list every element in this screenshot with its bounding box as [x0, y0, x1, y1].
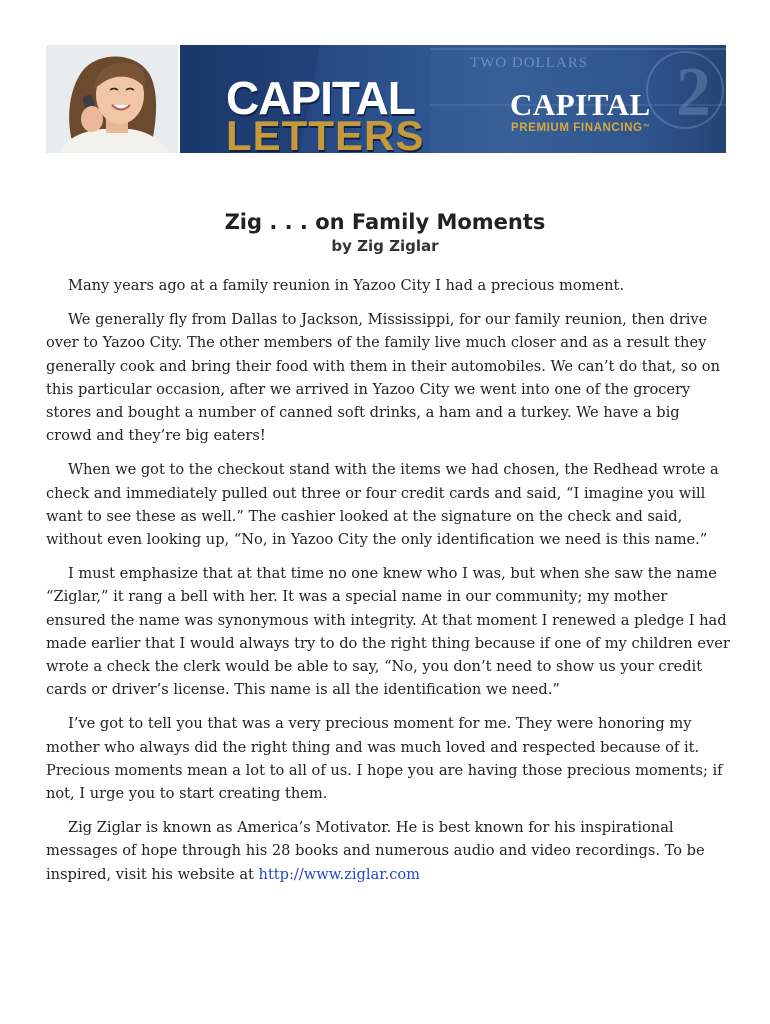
paragraph-1: Many years ago at a family reunion in Yazoo City I had a precious moment. [68, 277, 625, 294]
article-body [46, 274, 730, 897]
article-title: Zig . . . on Family Moments [224, 210, 546, 234]
capital-logo-tagline: PREMIUM FINANCING™ [511, 122, 651, 134]
website-link[interactable]: http://www.ziglar.com [258, 865, 421, 883]
article-byline: by Zig Ziglar [331, 237, 439, 255]
paragraph-4: I must emphasize that at that time no one knew who I was, but when she saw the name “Ziglar,” it rang a bell with her. It was a special name in our community; my mother ensured the name was synonymous with integrity. At that moment I renewed a pledge I had made earlier that I would always try to do the right thing because if one of my children ever wrote a check the clerk would be able to say, “No, you don’t need to show us your credit cards or driver’s license. This name is all the identification we need.” [46, 565, 730, 699]
capital-letters-title-line1: CAPITAL [226, 72, 415, 124]
paragraph-2: We generally fly from Dallas to Jackson, Mississippi, for our family reunion, then drive over to Yazoo City. The other members of the family live much closer and as a result they generally cook and bring their food with them in their automobiles. We can’t do that, so on this particular occasion, after we arrived in Yazoo City we went into one of the grocery stores and bought a number of canned soft drinks, a ham and a turkey. We have a big crowd and they’re big eaters! [46, 311, 720, 445]
bill-caption: TWO DOLLARS [470, 55, 589, 71]
svg-text:2: 2 [676, 54, 711, 131]
capital-letters-title-line2: LETTERS [226, 112, 425, 159]
author-bio-text: Zig Ziglar is known as America’s Motivator. He is best known for his inspirational messages of hope through his 28 books and numerous audio and video recordings. To be inspired, visit his website at [46, 819, 705, 883]
header-banner [46, 45, 726, 159]
paragraph-5: I’ve got to tell you that was a very precious moment for me. They were honoring my mother who always did the right thing and was much loved and respected because of it. Precious moments mean a lot to all of us. I hope you are having those precious moments; if not, I urge you to start creating them. [46, 715, 723, 803]
capital-logo-name: CAPITAL [510, 87, 651, 122]
author-bio-paragraph [46, 816, 730, 886]
paragraph-3: When we got to the checkout stand with the items we had chosen, the Redhead wrote a check and immediately pulled out three or four credit cards and said, “I imagine you will want to see these as well.” The cashier looked at the signature on the check and said, without even looking up, “No, in Yazoo City the only identification we need is this name.” [46, 461, 719, 549]
woman-on-phone-photo [46, 45, 178, 153]
